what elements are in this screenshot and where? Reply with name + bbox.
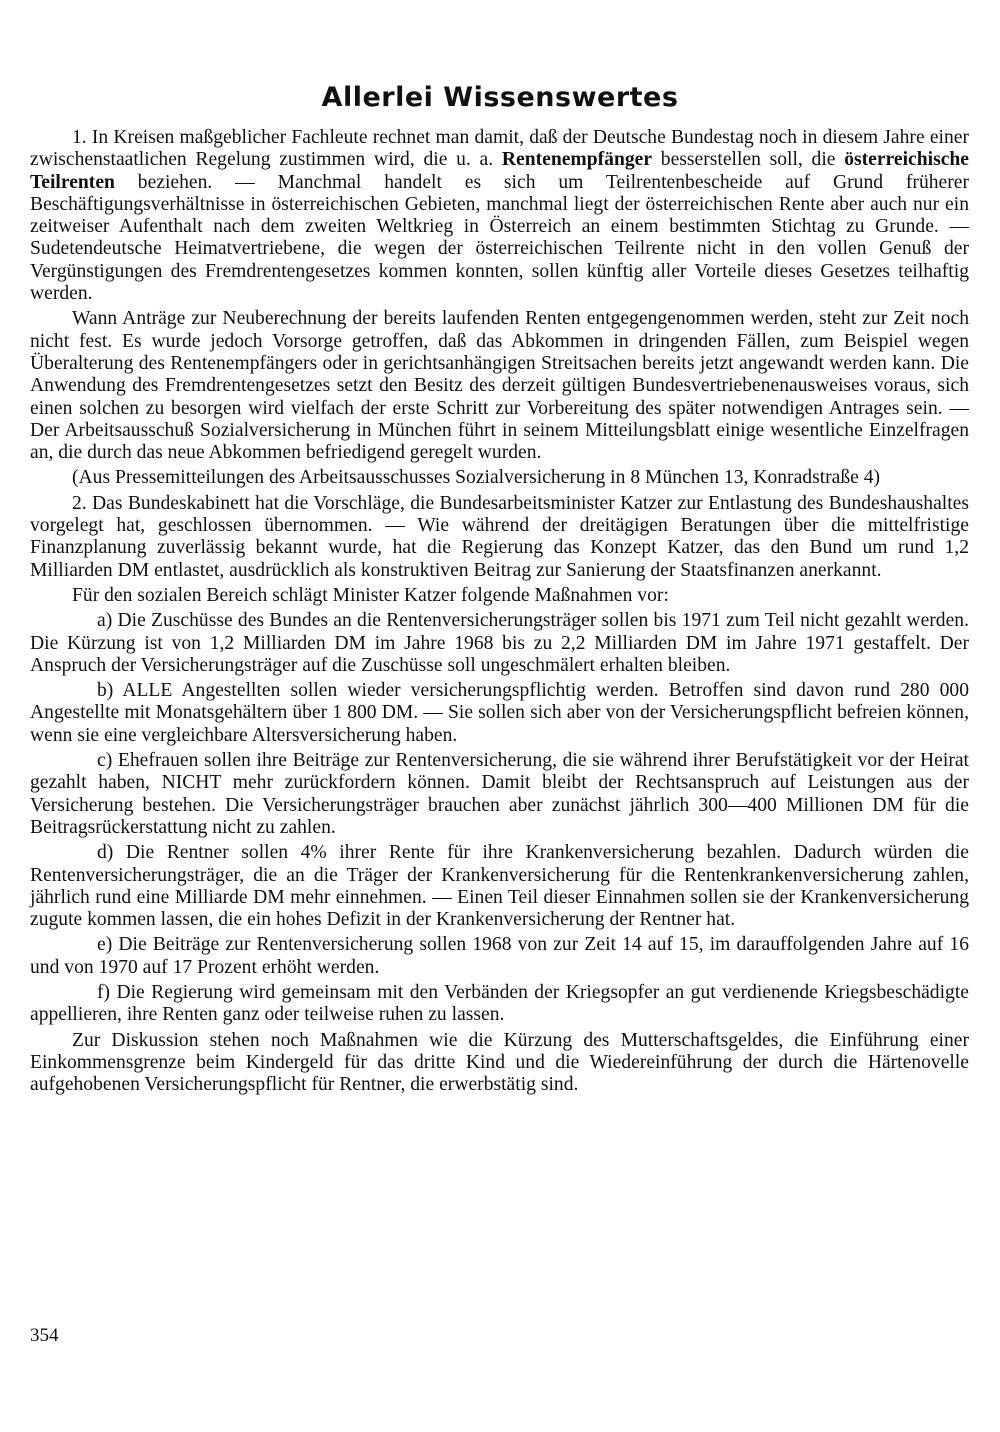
paragraph-p9 — [30, 842, 969, 931]
text-run: 1. In Kreisen maßgeblicher Fachleute rechnet man damit, daß der Deutsche Bundestag noch in diesem Jahre einer zwischenstaatlichen Regelung zustimmen wird, die u. a. — [30, 127, 969, 171]
bold-term: österreichische Teilrenten — [30, 149, 969, 193]
text-run: e) Die Beiträge zur Rentenversicherung sollen 1968 von zur Zeit 14 auf 15, im darauffolgenden Jahre auf 16 und von 1970 auf 17 Prozent erhöht werden. — [30, 934, 969, 978]
paragraph-p1 — [30, 127, 969, 305]
text-run: Zur Diskussion stehen noch Maßnahmen wie die Kürzung des Mutterschaftsgeldes, die Einführung einer Einkommensgrenze beim Kindergeld für das dritte Kind und die Wiedereinführung der durch die Härtenovelle aufgehobenen Versicherungspflicht für Rentner, die erwerbstätig sind. — [30, 1029, 969, 1096]
paragraph-p8 — [30, 750, 969, 839]
paragraph-p3 — [30, 467, 969, 489]
bold-term: Rentenempfänger — [501, 149, 653, 171]
text-run: a) Die Zuschüsse des Bundes an die Rentenversicherungsträger sollen bis 1971 zum Teil nicht gezahlt werden. Die Kürzung ist von 1,2 Milliarden DM im Jahre 1968 bis zu 2,2 Milliarden DM im Jahre 1971 gestaffelt. Der Anspruch der Versicherungsträger auf die Zuschüsse soll ungeschmälert erhalten bleiben. — [30, 610, 969, 676]
paragraph-p4 — [30, 493, 969, 582]
paragraph-p5 — [30, 585, 969, 607]
paragraph-p2 — [30, 308, 969, 464]
text-run: d) Die Rentner sollen 4% ihrer Rente für ihre Krankenversicherung bezahlen. Dadurch würden die Rentenversicherungsträger, die an die Träger der Krankenversicherung für die Rentenkrankenversicherung zahlen, jährlich rund eine Milliarde DM mehr einnehmen. — Einen Teil dieser Einnahmen sollen sie der Krankenversicherung zugute kommen lassen, die ein hohes Defizit in der Krankenversicherung der Rentner hat. — [30, 842, 969, 931]
text-run: beziehen. — Manchmal handelt es sich um Teilrentenbescheide auf Grund früherer Beschäftigungsverhältnisse in österreichischen Gebieten, manchmal liegt der österreichischen Rente aber auch nur ein zeitweiser Aufenthalt nach dem zweiten Weltkrieg in Österreich an einem bestimmten Stichtag zu Grunde. — Sudetendeutsche Heimatvertriebene, die wegen der österreichischen Teilrente nicht in den vollen Genuß der Vergünstigungen des Fremdrentengesetzes kommen konnten, sollen künftig aller Vorteile dieses Gesetzes teilhaftig werden. — [30, 171, 969, 305]
paragraph-p6 — [30, 610, 969, 677]
text-run: c) Ehefrauen sollen ihre Beiträge zur Rentenversicherung, die sie während ihrer Berufstätigkeit vor der Heirat gezahlt haben, NICHT mehr zurückfordern können. Damit bleibt der Rechtsanspruch auf Leistungen aus der Versicherung bestehen. Die Versicherungsträger brauchen aber zunächst jährlich 300—400 Millionen DM für die Beitragsrückerstattung nicht zu zahlen. — [30, 750, 969, 838]
article-body — [30, 127, 969, 1099]
text-run: Wann Anträge zur Neuberechnung der bereits laufenden Renten entgegengenommen werden, steht zur Zeit noch nicht fest. Es wurde jedoch Vorsorge getroffen, daß das Abkommen in dringenden Fällen, zum Beispiel wegen Überalterung des Rentenempfängers oder in gerichtsanhängigen Streitsachen bereits jetzt angewandt werden kann. Die Anwendung des Fremdrentengesetzes setzt den Besitz des derzeit gültigen Bundesvertriebenenausweises voraus, sich einen solchen zu besorgen wird vielfach der erste Schritt zur Vorbereitung des später notwendigen Antrages sein. — Der Arbeitsausschuß Sozialversicherung in München führt in seinem Mitteilungsblatt einige wesentliche Einzelfragen an, die durch das neue Abkommen befriedigend geregelt wurden. — [30, 308, 969, 464]
text-run: Für den sozialen Bereich schlägt Minister Katzer folgende Maßnahmen vor: — [72, 584, 669, 606]
text-run: besserstellen soll, die — [652, 149, 845, 171]
text-run: 2. Das Bundeskabinett hat die Vorschläge, die Bundesarbeitsminister Katzer zur Entlastung des Bundeshaushaltes vorgelegt hat, geschlossen übernommen. — Wie während der dreitägigen Beratungen über die mittelfristige Finanzplanung zuverlässig bekannt wurde, hat die Regierung das Konzept Katzer, das den Bund um rund 1,2 Milliarden DM entlastet, ausdrücklich als konstruktiven Beitrag zur Sanierung der Staatsfinanzen anerkannt. — [30, 492, 969, 581]
paragraph-p7 — [30, 680, 969, 747]
paragraph-p12 — [30, 1030, 969, 1097]
page-number: 354 — [30, 1325, 59, 1346]
page-title: Allerlei Wissenswertes — [321, 82, 679, 113]
text-run: f) Die Regierung wird gemeinsam mit den Verbänden der Kriegsopfer an gut verdienende Kriegsbeschädigte appellieren, ihre Renten ganz oder teilweise ruhen zu lassen. — [30, 981, 969, 1026]
text-run: b) ALLE Angestellten sollen wieder versicherungspflichtig werden. Betroffen sind davon rund 280 000 Angestellte mit Monatsgehältern über 1 800 DM. — Sie sollen sich aber von der Versicherungspflicht befreien können, wenn sie eine vergleichbare Altersversicherung haben. — [30, 680, 969, 746]
paragraph-p11 — [30, 982, 969, 1027]
paragraph-p10 — [30, 934, 969, 979]
text-run: (Aus Pressemitteilungen des Arbeitsausschusses Sozialversicherung in 8 München 13, Konradstraße 4) — [72, 467, 881, 489]
